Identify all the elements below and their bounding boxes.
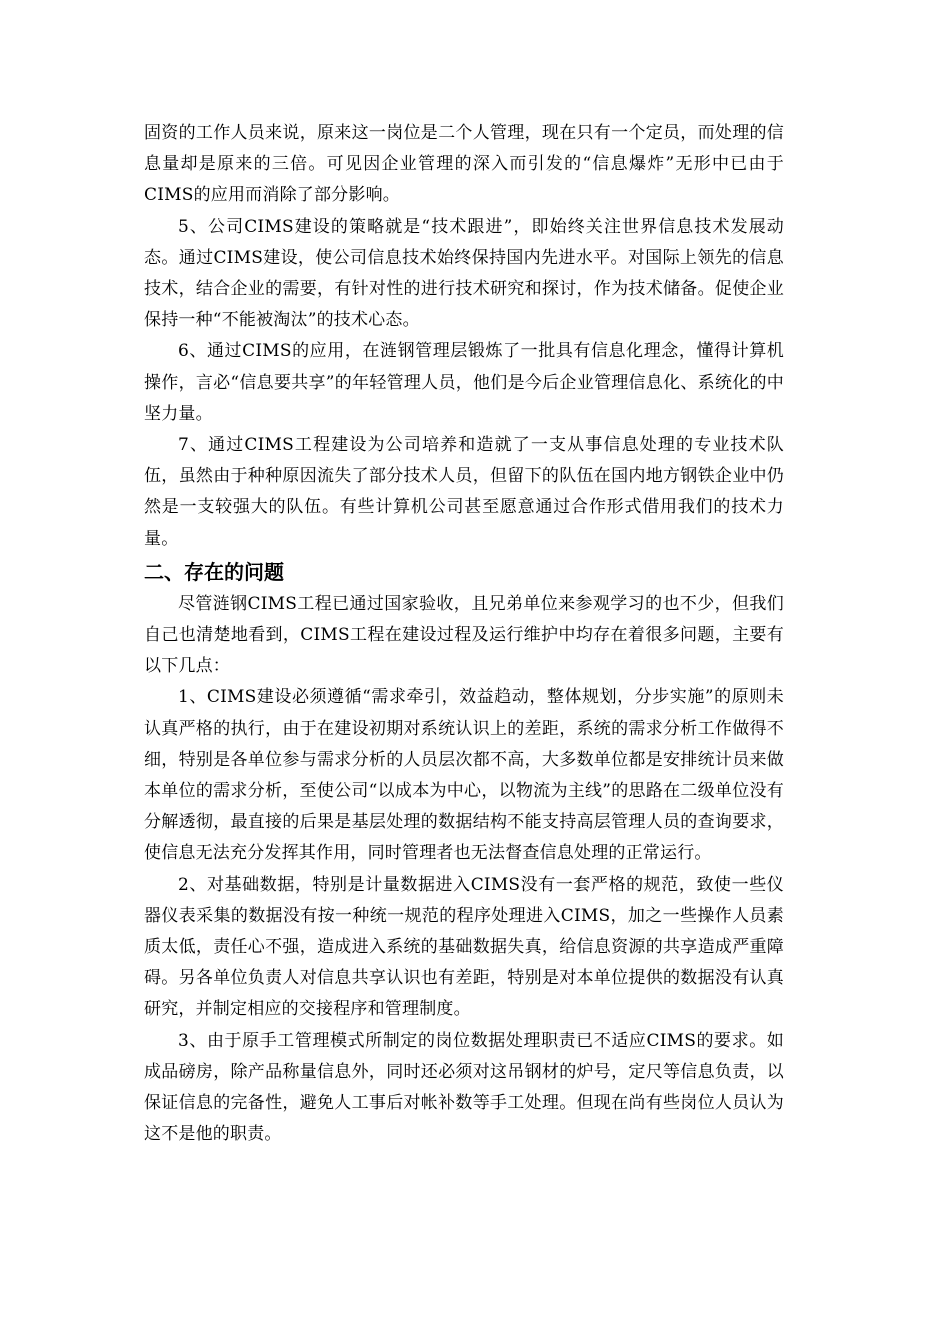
paragraph-intro: 尽管涟钢CIMS工程已通过国家验收，且兄弟单位来参观学习的也不少，但我们自己也清楚地看到，CIMS工程在建设过程及运行维护中均存在着很多问题，主要有以下几点：	[144, 593, 784, 677]
paragraph-problem-3: 3、由于原手工管理模式所制定的岗位数据处理职责已不适应CIMS的要求。如成品磅房，除产品称量信息外，同时还必须对这吊钢材的炉号，定尺等信息负责，以保证信息的完备性，避免人工事后对帐补数等手工处理。但现在尚有些岗位人员认为这不是他的职责。	[144, 1030, 784, 1145]
paragraph-continuation: 固资的工作人员来说，原来这一岗位是二个人管理，现在只有一个定员，而处理的信息量却是原来的三倍。可见因企业管理的深入而引发的“信息爆炸”无形中已由于CIMS的应用而消除了部分影响。	[144, 123, 784, 206]
document-page	[144, 118, 784, 1151]
paragraph-item-6: 6、通过CIMS的应用，在涟钢管理层锻炼了一批具有信息化理念，懂得计算机操作，言必“信息要共享”的年轻管理人员，他们是今后企业管理信息化、系统化的中坚力量。	[144, 341, 784, 424]
paragraph-problem-2: 2、对基础数据，特别是计量数据进入CIMS没有一套严格的规范，致使一些仪器仪表采集的数据没有按一种统一规范的程序处理进入CIMS，加之一些操作人员素质太低，责任心不强，造成进入系统的基础数据失真，给信息资源的共享造成严重障碍。另各单位负责人对信息共享认识也有差距，特别是对本单位提供的数据没有认真研究，并制定相应的交接程序和管理制度。	[144, 874, 784, 1020]
paragraph-item-5: 5、公司CIMS建设的策略就是“技术跟进”，即始终关注世界信息技术发展动态。通过CIMS建设，使公司信息技术始终保持国内先进水平。对国际上领先的信息技术，结合企业的需要，有针对性的进行技术研究和探讨，作为技术储备。促使企业保持一种“不能被淘汰”的技术心态。	[144, 216, 784, 331]
section-heading: 二、存在的问题	[144, 559, 284, 584]
paragraph-problem-1: 1、CIMS建设必须遵循“需求牵引，效益趋动，整体规划，分步实施”的原则未认真严格的执行，由于在建设初期对系统认识上的差距，系统的需求分析工作做得不细，特别是各单位参与需求分析的人员层次都不高，大多数单位都是安排统计员来做本单位的需求分析，至使公司“以成本为中心，以物流为主线”的思路在二级单位没有分解透彻，最直接的后果是基层处理的数据结构不能支持高层管理人员的查询要求，使信息无法充分发挥其作用，同时管理者也无法督查信息处理的正常运行。	[144, 687, 784, 864]
paragraph-item-7: 7、通过CIMS工程建设为公司培养和造就了一支从事信息处理的专业技术队伍，虽然由于种种原因流失了部分技术人员，但留下的队伍在国内地方钢铁企业中仍然是一支较强大的队伍。有些计算机公司甚至愿意通过合作形式借用我们的技术力量。	[144, 435, 784, 549]
